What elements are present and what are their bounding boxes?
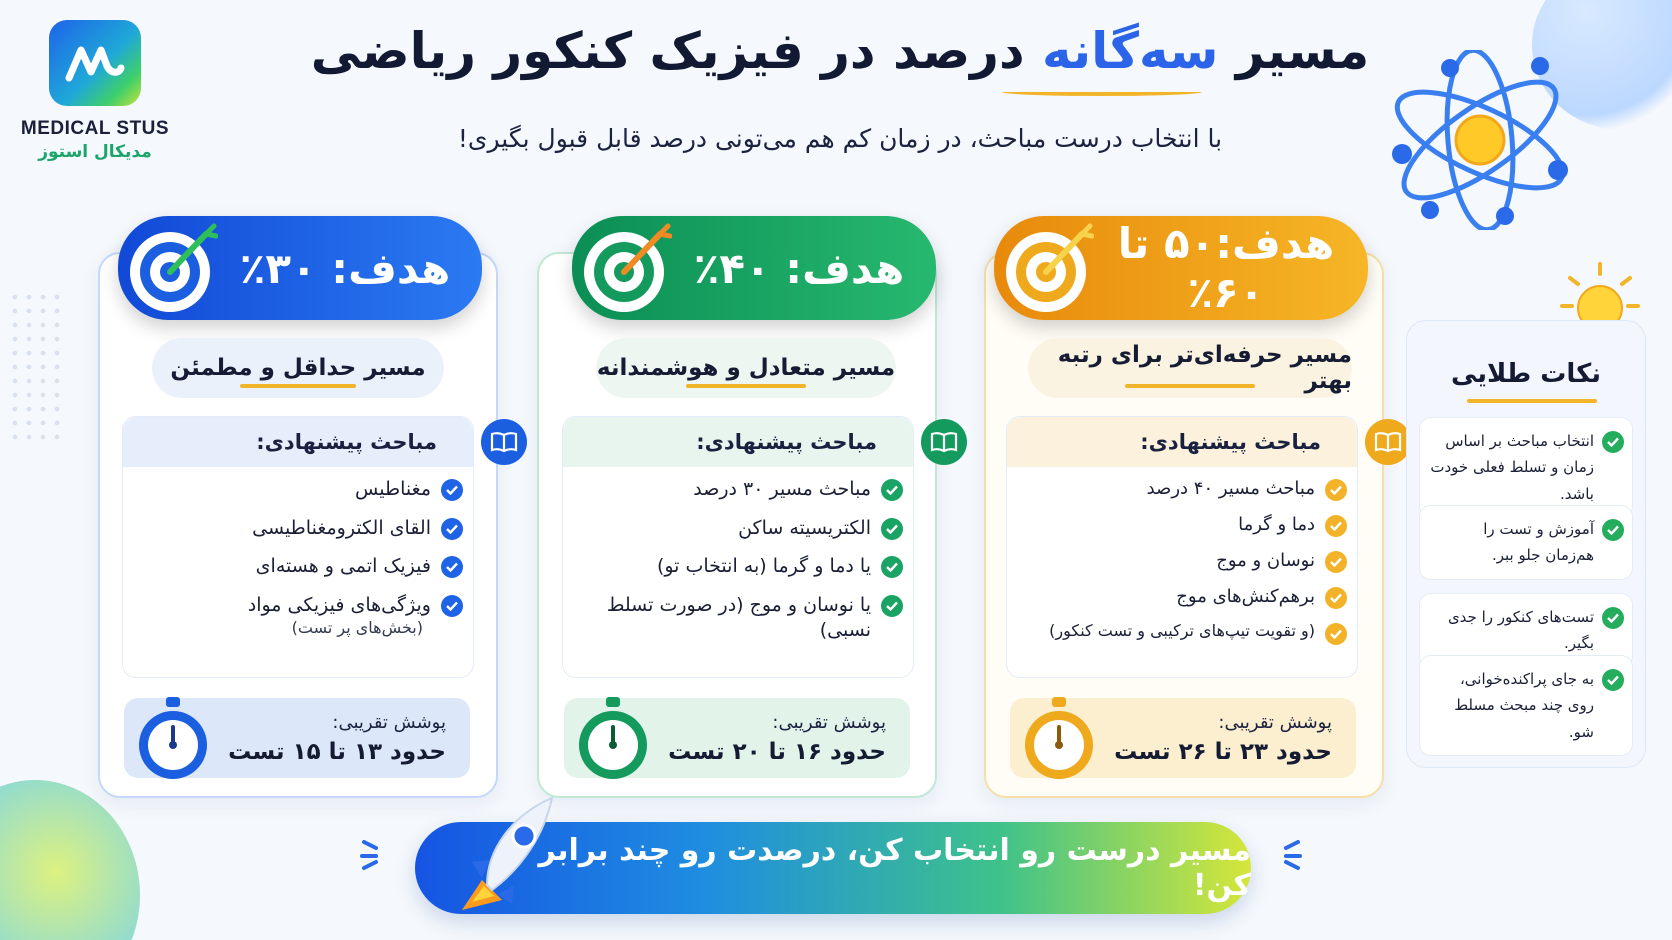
goal-label: هدف: ۳۰٪ bbox=[239, 243, 451, 293]
list-item bbox=[563, 593, 913, 642]
check-icon bbox=[441, 518, 463, 540]
topic-label: برهم‌کنش‌های موج bbox=[1176, 586, 1315, 607]
atom-icon bbox=[1380, 50, 1580, 230]
decor-dots bbox=[8, 290, 68, 440]
coverage-text bbox=[1102, 712, 1356, 765]
check-icon bbox=[1325, 515, 1347, 537]
list-item bbox=[563, 516, 913, 541]
coverage-value: حدود ۱۳ تا ۱۵ تست bbox=[228, 738, 446, 765]
topics-header bbox=[563, 417, 913, 467]
title-accent: سه‌گانه bbox=[1042, 22, 1219, 80]
topic-list bbox=[1007, 467, 1357, 645]
book-icon bbox=[1365, 419, 1411, 465]
check-icon bbox=[441, 556, 463, 578]
coverage-value: حدود ۲۳ تا ۲۶ تست bbox=[1114, 738, 1332, 765]
path-pill bbox=[1028, 338, 1352, 398]
topics-title: مباحث پیشنهادی: bbox=[1140, 430, 1321, 454]
path-pill bbox=[596, 338, 896, 398]
topic-label: مباحث مسیر ۴۰ درصد bbox=[1146, 478, 1315, 499]
spark-icon bbox=[360, 836, 396, 872]
topic-list bbox=[563, 467, 913, 642]
target-icon bbox=[122, 220, 218, 316]
check-icon bbox=[881, 595, 903, 617]
topics-title: مباحث پیشنهادی: bbox=[696, 430, 877, 454]
list-item bbox=[123, 477, 473, 502]
target-icon bbox=[576, 220, 672, 316]
path-label: مسیر حداقل و مطمئن bbox=[170, 355, 426, 381]
list-item bbox=[1007, 621, 1357, 645]
stopwatch-icon bbox=[570, 693, 656, 783]
list-item bbox=[123, 516, 473, 541]
coverage-text bbox=[216, 712, 470, 765]
topics-header bbox=[1007, 417, 1357, 467]
check-icon bbox=[441, 595, 463, 617]
topic-label: یا نوسان و موج (در صورت تسلط نسبی) bbox=[606, 594, 871, 641]
tip-item bbox=[1419, 655, 1633, 756]
topics-header bbox=[123, 417, 473, 467]
list-item bbox=[1007, 585, 1357, 609]
topic-note: (بخش‌های پر تست) bbox=[291, 617, 423, 637]
check-icon bbox=[1325, 587, 1347, 609]
golden-tips-panel bbox=[1406, 320, 1646, 768]
tip-text: به جای پراکنده‌خوانی، روی چند مبحث مسلط شو. bbox=[1454, 670, 1594, 741]
pill-underline bbox=[686, 384, 806, 388]
goal-badge-50-60 bbox=[994, 216, 1368, 320]
coverage-text bbox=[656, 712, 910, 765]
topic-list bbox=[123, 467, 473, 639]
check-icon bbox=[1602, 519, 1624, 541]
check-icon bbox=[1325, 551, 1347, 573]
banner-text: مسیر درست رو انتخاب کن، درصدت رو چند برابر کن! bbox=[538, 833, 1251, 903]
title-underline bbox=[1002, 88, 1202, 96]
check-icon bbox=[1602, 431, 1624, 453]
target-icon bbox=[998, 220, 1094, 316]
check-icon bbox=[1325, 623, 1347, 645]
check-icon bbox=[1325, 479, 1347, 501]
title-part-1: مسیر bbox=[1218, 22, 1370, 80]
coverage-label: پوشش تقریبی: bbox=[772, 711, 886, 733]
tips-title: نکات طلایی bbox=[1450, 359, 1602, 389]
page-subtitle: با انتخاب درست مباحث، در زمان کم هم می‌تونی درصد قابل قبول بگیری! bbox=[457, 124, 1223, 153]
coverage-value: حدود ۱۶ تا ۲۰ تست bbox=[668, 738, 886, 765]
tip-item bbox=[1419, 505, 1633, 580]
topic-label: مغناطیس bbox=[355, 478, 431, 500]
topic-label: فیزیک اتمی و هسته‌ای bbox=[255, 555, 431, 578]
check-icon bbox=[881, 518, 903, 540]
topic-label: مباحث مسیر ۳۰ درصد bbox=[693, 478, 871, 500]
book-icon bbox=[481, 419, 527, 465]
pill-underline bbox=[1125, 384, 1255, 388]
tip-text: آموزش و تست را هم‌زمان جلو ببر. bbox=[1483, 520, 1594, 565]
list-item bbox=[1007, 513, 1357, 537]
rocket-icon bbox=[432, 790, 562, 930]
goal-badge-40 bbox=[572, 216, 936, 320]
topics-title: مباحث پیشنهادی: bbox=[256, 430, 437, 454]
topic-label: (و تقویت تیپ‌های ترکیبی و تست کنکور) bbox=[1049, 621, 1315, 640]
goal-label: هدف: ۴۰٪ bbox=[693, 243, 905, 293]
list-item bbox=[123, 554, 473, 579]
tips-underline bbox=[1467, 399, 1597, 403]
path-pill bbox=[152, 338, 444, 398]
list-item bbox=[563, 477, 913, 502]
stopwatch-icon bbox=[1016, 693, 1102, 783]
check-icon bbox=[1602, 607, 1624, 629]
brand-logo bbox=[20, 20, 170, 162]
coverage-box bbox=[564, 698, 910, 778]
title-part-2: درصد در فیزیک کنکور ریاضی bbox=[310, 22, 1043, 80]
path-label: مسیر حرفه‌ای‌تر برای رتبه بهتر bbox=[1057, 342, 1352, 394]
coverage-label: پوشش تقریبی: bbox=[1218, 711, 1332, 733]
stopwatch-icon bbox=[130, 693, 216, 783]
tip-text: انتخاب مباحث بر اساس زمان و تسلط فعلی خودت باشد. bbox=[1430, 432, 1594, 503]
pill-underline bbox=[240, 384, 357, 388]
check-icon bbox=[441, 479, 463, 501]
topic-label: دما و گرما bbox=[1238, 514, 1315, 535]
brand-name-en: MEDICAL STUS bbox=[20, 118, 170, 139]
topics-panel bbox=[562, 416, 914, 678]
goal-label: هدف:۵۰ تا ۶۰٪ bbox=[1117, 219, 1335, 317]
logo-mark-icon bbox=[49, 20, 141, 106]
coverage-label: پوشش تقریبی: bbox=[332, 711, 446, 733]
check-icon bbox=[1602, 669, 1624, 691]
book-icon bbox=[921, 419, 967, 465]
list-item bbox=[1007, 477, 1357, 501]
check-icon bbox=[881, 479, 903, 501]
list-item bbox=[563, 554, 913, 579]
tip-text: تست‌های کنکور را جدی بگیر. bbox=[1447, 608, 1594, 653]
topics-panel bbox=[1006, 416, 1358, 678]
decor-blob-bottom-left bbox=[0, 780, 140, 940]
tip-item bbox=[1419, 417, 1633, 518]
topic-label: نوسان و موج bbox=[1216, 550, 1315, 571]
topic-label: القای الکترومغناطیسی bbox=[252, 516, 431, 539]
goal-badge-30 bbox=[118, 216, 482, 320]
coverage-box bbox=[1010, 698, 1356, 778]
path-label: مسیر متعادل و هوشمندانه bbox=[596, 355, 896, 381]
topic-label: یا دما و گرما (به انتخاب تو) bbox=[656, 555, 871, 578]
topic-label: ویژگی‌های فیزیکی مواد bbox=[247, 594, 431, 617]
list-item bbox=[1007, 549, 1357, 573]
list-item bbox=[123, 593, 473, 638]
topics-panel bbox=[122, 416, 474, 678]
check-icon bbox=[881, 556, 903, 578]
coverage-box bbox=[124, 698, 470, 778]
brand-name-fa: مدیکال استوز bbox=[38, 142, 152, 162]
topic-label: الکتریسیته ساکن bbox=[738, 516, 871, 539]
spark-icon bbox=[1266, 836, 1302, 872]
page-title bbox=[300, 22, 1380, 80]
